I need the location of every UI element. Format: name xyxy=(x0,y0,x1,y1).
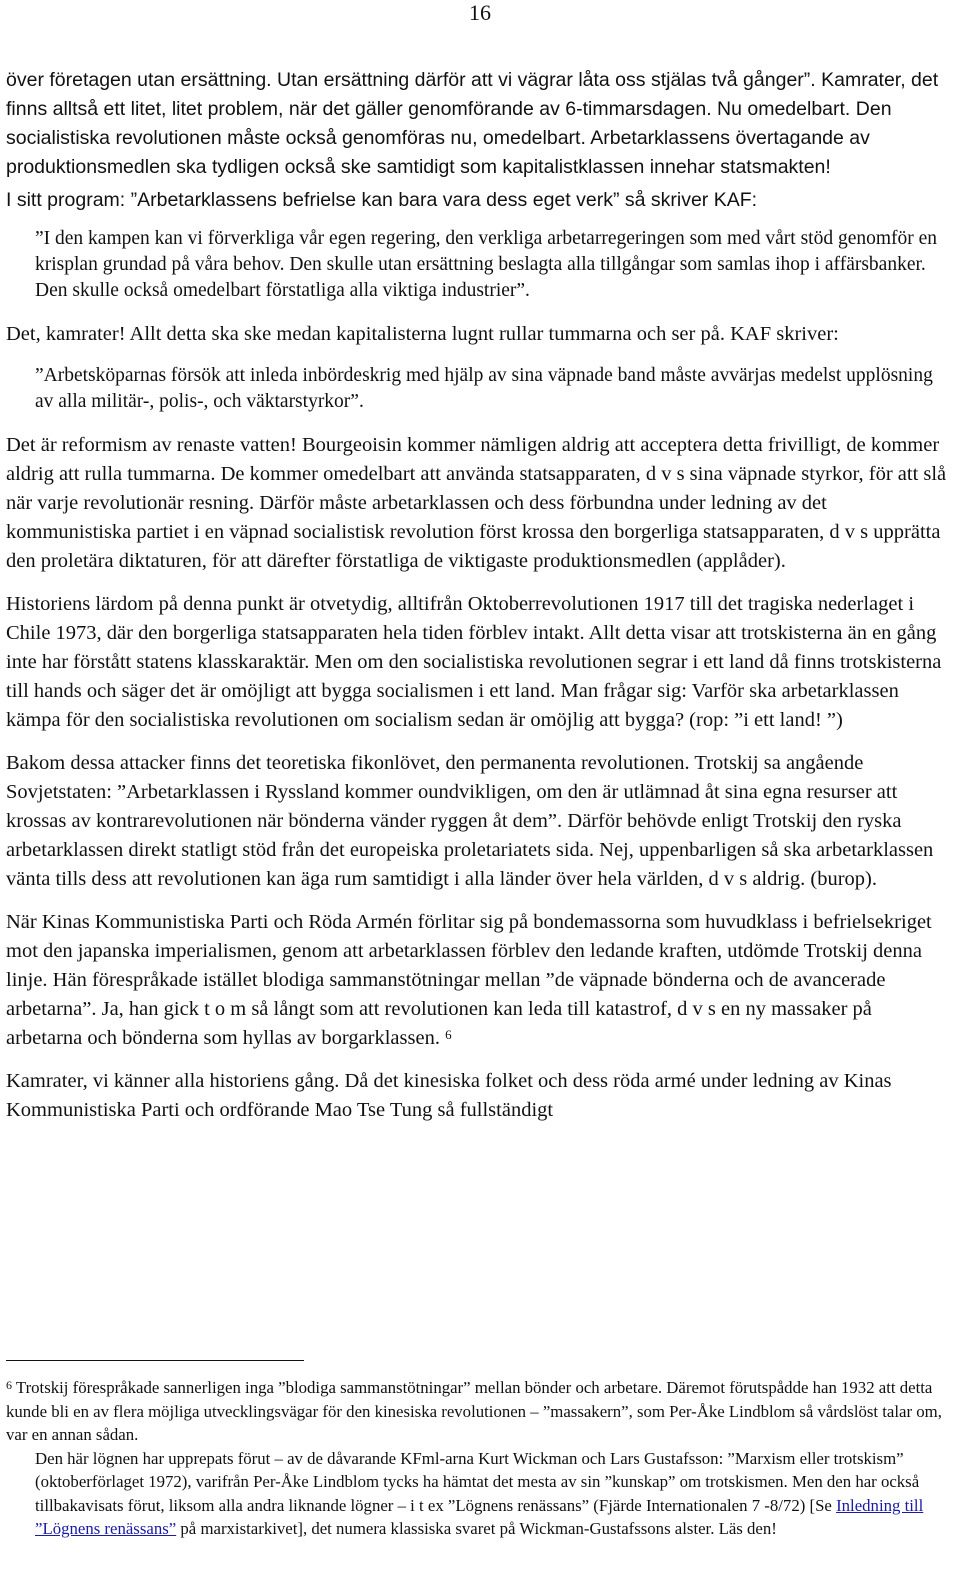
paragraph: I sitt program: ”Arbetarklassens befrielse kan bara vara dess eget verk” så skriver KAF: xyxy=(6,189,758,211)
footnote-text: Den här lögnen har upprepats förut – av de dåvarande KFml-arna Kurt Wickman och Lars Gustafsson: ”Marxism eller trotskism” (oktoberförlaget 1972), varifrån Per-Åke Lindblom tycks ha hämtat det mesta av sin ”kunskap” om trotskismen. Men den har också tillbakavisats förut, liksom alla andra liknande lögner – i t ex ”Lögnens renässans” (Fjärde Internationalen 7 -8/72) [Se xyxy=(35,1448,920,1515)
block-quote: ”I den kampen kan vi förverkliga vår egen regering, den verkliga arbetarregeringen som med vårt stöd genomför en krisplan grundad på våra behov. Den skulle utan ersättning beslagta alla tillgångar som samlas ihop i affärsbanker. Den skulle också omedelbart förstatliga alla viktiga industrier”. xyxy=(35,228,938,301)
block-quote: ”Arbetsköparnas försök att inleda inbördeskrig med hjälp av sina väpnade band måste avvärjas medelst upplösning av alla militär-, polis-, och väktarstyrkor”. xyxy=(35,365,933,412)
paragraph: Historiens lärdom på denna punkt är otvetydig, alltifrån Oktoberrevolutionen 1917 till det tragiska nederlaget i Chile 1973, där den borgerliga statsapparaten hela tiden förblev intakt. Allt detta visar att trotskisterna än en gång inte har förstått statens klasskaraktär. Men om den socialistiska revolutionen segrar i ett land då finns trotskisterna till hands och säger det är omöjligt att bygga socialismen i ett land. Man frågar sig: Varför ska arbetarklassen kämpa för den socialistiska revolutionen om socialism sedan är omöjlig att bygga? (rop: ”i ett land! ”) xyxy=(6,593,942,731)
footnote-paragraph xyxy=(6,1376,950,1447)
footnote-paragraph xyxy=(6,1447,950,1541)
footnote-number: 6 xyxy=(6,1378,12,1392)
paragraph: Bakom dessa attacker finns det teoretiska fikonlövet, den permanenta revolutionen. Trotskij sa angående Sovjetstaten: ”Arbetarklassen i Ryssland kommer oundvikligen, om den är utlämnad åt sina egna resurser att krossas av kontrarevolutionen när bönderna vänder ryggen åt dem”. Därför behövde enligt Trotskij den ryska arbetarklassen direkt statligt stöd från det europeiska proletariatets sida. Nej, uppenbarligen så ska arbetarklassen vänta tills dess att revolutionen kan äga rum samtidigt i alla länder över hela världen, d v s aldrig. (burop). xyxy=(6,752,934,890)
footnote-link[interactable]: Inledning till ”Lögnens renässans” xyxy=(35,1495,924,1538)
footnote-separator xyxy=(6,1360,304,1361)
paragraph: över företagen utan ersättning. Utan ersättning därför att vi vägrar låta oss stjälas två gånger”. Kamrater, det finns alltså ett litet, litet problem, när det gäller genomförande av 6-timmarsdagen. Nu omedelbart. Den socialistiska revolutionen måste också genomföras nu, omedelbart. Arbetarklassens övertagande av produktionsmedlen ska tydligen också ske samtidigt som kapitalistklassen innehar statsmakten! xyxy=(6,69,939,178)
paragraph xyxy=(6,908,948,1053)
page-number: 16 xyxy=(469,0,491,25)
document-body xyxy=(6,66,948,1139)
paragraph: Det, kamrater! Allt detta ska ske medan kapitalisterna lugnt rullar tummarna och ser på. KAF skriver: xyxy=(6,323,839,345)
paragraph: Kamrater, vi känner alla historiens gång. Då det kinesiska folket och dess röda armé under ledning av Kinas Kommunistiska Parti och ordförande Mao Tse Tung så fullständigt xyxy=(6,1070,892,1121)
footnote-text: Trotskij förespråkade sannerligen inga ”blodiga sammanstötningar” mellan bönder och arbetare. Däremot förutspådde han 1932 att detta kunde bli en av flera möjliga utvecklingsvägar för den kinesiska revolutionen – ”massakern”, som Per-Åke Lindblom så vårdslöst talar om, var en annan sådan. xyxy=(6,1378,942,1444)
paragraph: Det är reformism av renaste vatten! Bourgeoisin kommer nämligen aldrig att acceptera detta frivilligt, de kommer aldrig att rulla tummarna. De kommer omedelbart att använda statsapparaten, d v s sina väpnade styrkor, för att slå när varje revolutionär resning. Därför måste arbetarklassen och dess förbundna under ledning av det kommunistiska partiet i en väpnad socialistisk revolution först krossa den borgerliga statsapparaten, d v s upprätta den proletära diktaturen, för att därefter förstatliga de viktigaste produktionsmedlen (applåder). xyxy=(6,434,947,572)
footnote-marker[interactable]: 6 xyxy=(445,1027,452,1042)
paragraph-text: När Kinas Kommunistiska Parti och Röda Armén förlitar sig på bondemassorna som huvudklass i befrielsekriget mot den japanska imperialismen, genom att arbetarklassen förblev den ledande kraften, utdömde Trotskij denna linje. Hän förespråkade istället blodiga sammanstötningar mellan ”de väpnade bönderna och de avancerade arbetarna”. Ja, han gick t o m så långt som att revolutionen kan leda till katastrof, d v s en ny massaker på arbetarna och bönderna som hyllas av borgarklassen. xyxy=(6,911,932,1049)
footnote-text: på marxistarkivet], det numera klassiska svaret på Wickman-Gustafssons alster. Läs den! xyxy=(180,1519,777,1538)
footnote xyxy=(6,1376,950,1541)
